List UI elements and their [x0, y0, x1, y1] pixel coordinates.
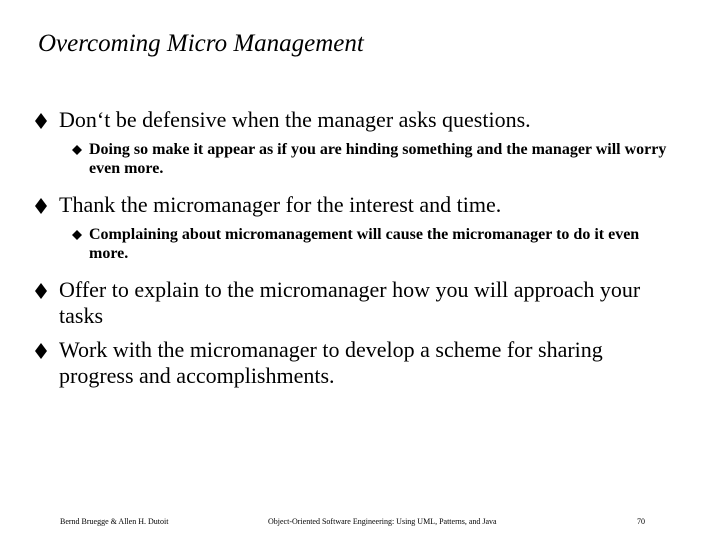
slide-title: Overcoming Micro Management	[38, 30, 364, 57]
diamond-bullet-icon	[34, 282, 48, 300]
footer-book-title: Object-Oriented Software Engineering: Using UML, Patterns, and Java	[268, 517, 497, 526]
footer-page-number: 70	[637, 517, 645, 526]
bullet-text: Don‘t be defensive when the manager asks questions.	[59, 107, 531, 132]
bullet-text: Work with the micromanager to develop a scheme for sharing progress and accomplishments.	[59, 337, 603, 388]
small-diamond-bullet-icon	[72, 230, 82, 240]
sub-bullet-item-1	[72, 140, 672, 178]
diamond-bullet-icon	[34, 112, 48, 130]
sub-bullet-text: Doing so make it appear as if you are hinding something and the manager will worry even more.	[89, 141, 667, 177]
sub-bullet-item-2	[72, 225, 672, 263]
bullet-text: Offer to explain to the micromanager how you will approach your tasks	[59, 277, 641, 328]
bullet-item-1	[34, 107, 674, 133]
bullet-text: Thank the micromanager for the interest and time.	[59, 192, 502, 217]
bullet-item-3	[34, 277, 674, 329]
bullet-item-2	[34, 192, 674, 218]
diamond-bullet-icon	[34, 197, 48, 215]
bullet-item-4	[34, 337, 674, 389]
small-diamond-bullet-icon	[72, 145, 82, 155]
diamond-bullet-icon	[34, 342, 48, 360]
sub-bullet-text: Complaining about micromanagement will cause the micromanager to do it even more.	[89, 226, 640, 262]
footer-author: Bernd Bruegge & Allen H. Dutoit	[60, 517, 169, 526]
